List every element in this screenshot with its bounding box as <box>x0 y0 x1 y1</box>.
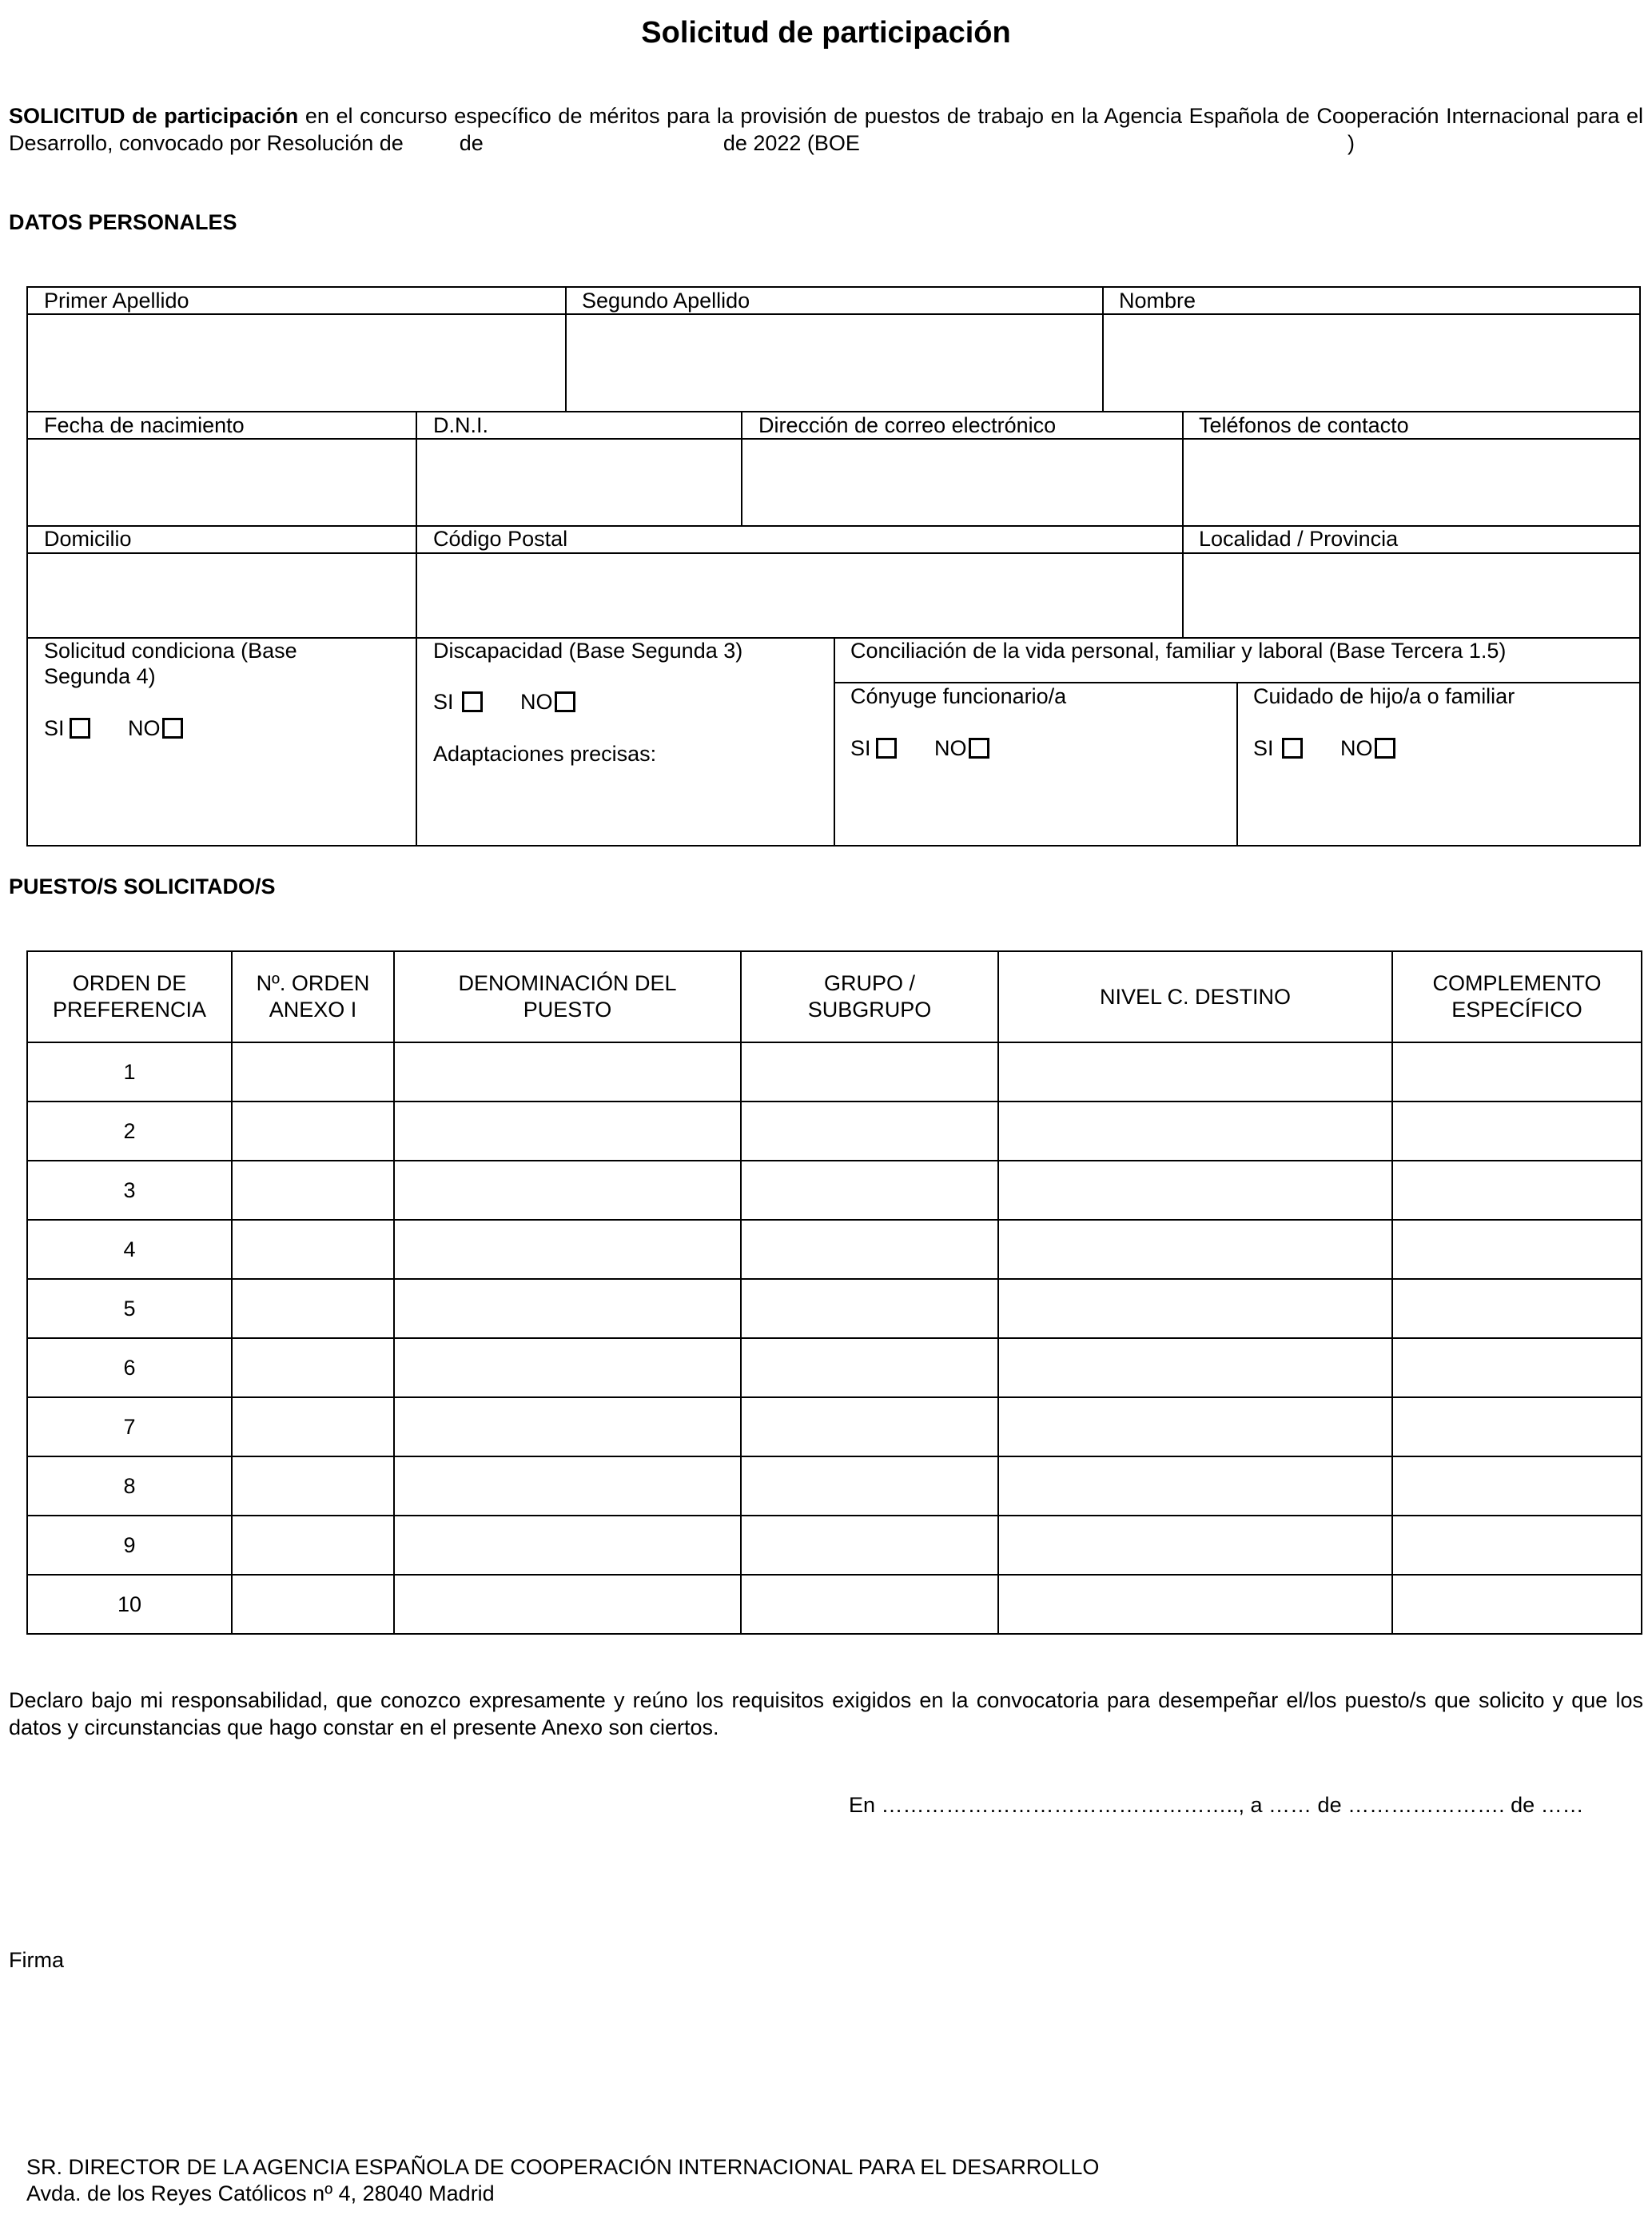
cell-input[interactable] <box>741 1161 998 1220</box>
cell-input[interactable] <box>394 1161 741 1220</box>
solicitud-condiciona-options <box>44 715 183 742</box>
cell-input[interactable] <box>741 1575 998 1634</box>
intro-text: en el concurso específico de méritos para la provisión de puestos de trabajo en la Agencia Española de Cooperación Internacional para el Desarrollo, convocado por Resolución de <box>9 104 1643 155</box>
dni-field[interactable] <box>417 440 741 525</box>
cell-input[interactable] <box>232 1516 394 1575</box>
row-number: 3 <box>27 1161 232 1220</box>
cell-input[interactable] <box>998 1161 1392 1220</box>
conyuge-options <box>850 735 989 762</box>
label-solicitud-condiciona: Solicitud condiciona (Base <box>44 639 297 663</box>
place-date-line[interactable]: En ………………………………………….., a …… de …………………. de …… <box>849 1793 1584 1817</box>
cell-input[interactable] <box>1392 1220 1642 1279</box>
cell-input[interactable] <box>232 1397 394 1456</box>
cell-input[interactable] <box>394 1102 741 1161</box>
table-row <box>27 1220 1642 1279</box>
cell-input[interactable] <box>1392 1338 1642 1397</box>
cell-input[interactable] <box>1392 1456 1642 1516</box>
cell-input[interactable] <box>394 1338 741 1397</box>
cell-input[interactable] <box>741 1279 998 1338</box>
localidad-field[interactable] <box>1184 554 1639 637</box>
intro-year: de 2022 (BOE <box>723 131 860 155</box>
label-telefonos: Teléfonos de contacto <box>1199 413 1409 437</box>
cell-input[interactable] <box>394 1042 741 1102</box>
discapacidad-options <box>433 689 575 715</box>
row-number: 4 <box>27 1220 232 1279</box>
label-correo: Dirección de correo electrónico <box>758 413 1057 437</box>
intro-paragraph <box>9 102 1643 157</box>
page-title: Solicitud de participación <box>641 16 1011 50</box>
nombre-field[interactable] <box>1104 315 1639 411</box>
no-label: NO <box>520 690 553 714</box>
solicitud-si-checkbox[interactable] <box>70 718 90 739</box>
table-row <box>27 1102 1642 1161</box>
discapacidad-no-checkbox[interactable] <box>555 691 575 712</box>
label-fecha-nacimiento: Fecha de nacimiento <box>44 413 245 437</box>
personal-data-heading: DATOS PERSONALES <box>9 210 237 234</box>
cell-input[interactable] <box>998 1397 1392 1456</box>
table-row <box>27 1279 1642 1338</box>
row-number: 7 <box>27 1397 232 1456</box>
intro-close: ) <box>1347 131 1355 155</box>
label-nombre: Nombre <box>1119 289 1196 313</box>
cell-input[interactable] <box>232 1279 394 1338</box>
signature-area[interactable] <box>9 1982 728 2110</box>
intro-bold-lead: SOLICITUD de participación <box>9 104 299 128</box>
row-number: 2 <box>27 1102 232 1161</box>
label-conciliacion: Conciliación de la vida personal, familiar y laboral (Base Tercera 1.5) <box>850 639 1507 663</box>
cell-input[interactable] <box>394 1279 741 1338</box>
label-primer-apellido: Primer Apellido <box>44 289 189 313</box>
si-label: SI <box>1253 736 1274 760</box>
firma-label: Firma <box>9 1948 64 1972</box>
label-dni: D.N.I. <box>433 413 489 437</box>
col-grupo: GRUPO / SUBGRUPO <box>741 951 998 1042</box>
cell-input[interactable] <box>232 1338 394 1397</box>
label-localidad: Localidad / Provincia <box>1199 527 1399 551</box>
label-discapacidad: Discapacidad (Base Segunda 3) <box>433 639 743 663</box>
puestos-table <box>26 950 1642 1635</box>
cell-input[interactable] <box>998 1516 1392 1575</box>
table-row <box>27 1042 1642 1102</box>
row-number: 1 <box>27 1042 232 1102</box>
col-orden-preferencia: ORDEN DE PREFERENCIA <box>27 951 232 1042</box>
row-number: 8 <box>27 1456 232 1516</box>
col-complemento: COMPLEMENTO ESPECÍFICO <box>1392 951 1642 1042</box>
cell-input[interactable] <box>1392 1397 1642 1456</box>
cell-input[interactable] <box>1392 1102 1642 1161</box>
no-label: NO <box>128 716 161 740</box>
label-segundo-apellido: Segundo Apellido <box>582 289 750 313</box>
cell-input[interactable] <box>741 1397 998 1456</box>
cell-input[interactable] <box>232 1220 394 1279</box>
table-header-row <box>27 951 1642 1042</box>
si-label: SI <box>433 690 454 714</box>
segundo-apellido-field[interactable] <box>567 315 1102 411</box>
cell-input[interactable] <box>741 1516 998 1575</box>
cuidado-no-checkbox[interactable] <box>1375 738 1395 759</box>
cell-input[interactable] <box>998 1575 1392 1634</box>
cell-input[interactable] <box>998 1102 1392 1161</box>
solicitud-no-checkbox[interactable] <box>162 718 183 739</box>
cell-input[interactable] <box>998 1456 1392 1516</box>
cell-input[interactable] <box>232 1575 394 1634</box>
cell-input[interactable] <box>1392 1516 1642 1575</box>
cell-input[interactable] <box>232 1102 394 1161</box>
cell-input[interactable] <box>1392 1279 1642 1338</box>
label-domicilio: Domicilio <box>44 527 132 551</box>
cell-input[interactable] <box>394 1456 741 1516</box>
cell-input[interactable] <box>394 1575 741 1634</box>
row-number: 6 <box>27 1338 232 1397</box>
cell-input[interactable] <box>741 1338 998 1397</box>
table-row <box>27 1516 1642 1575</box>
cell-input[interactable] <box>1392 1042 1642 1102</box>
domicilio-field[interactable] <box>28 554 416 637</box>
cell-input[interactable] <box>394 1516 741 1575</box>
cell-input[interactable] <box>741 1456 998 1516</box>
cell-input[interactable] <box>1392 1575 1642 1634</box>
table-row <box>27 1161 1642 1220</box>
label-codigo-postal: Código Postal <box>433 527 568 551</box>
cell-input[interactable] <box>998 1220 1392 1279</box>
col-nivel: NIVEL C. DESTINO <box>998 951 1392 1042</box>
cell-input[interactable] <box>394 1397 741 1456</box>
conyuge-si-checkbox[interactable] <box>876 738 897 759</box>
table-row <box>27 1397 1642 1456</box>
table-row <box>27 1338 1642 1397</box>
cell-input[interactable] <box>232 1042 394 1102</box>
label-cuidado: Cuidado de hijo/a o familiar <box>1253 684 1515 708</box>
puestos-heading: PUESTO/S SOLICITADO/S <box>9 874 276 898</box>
col-denominacion: DENOMINACIÓN DEL PUESTO <box>394 951 741 1042</box>
col-numero-orden: Nº. ORDEN ANEXO I <box>232 951 394 1042</box>
label-conyuge: Cónyuge funcionario/a <box>850 684 1067 708</box>
table-row <box>27 1456 1642 1516</box>
cell-input[interactable] <box>1392 1161 1642 1220</box>
row-number: 10 <box>27 1575 232 1634</box>
no-label: NO <box>1340 736 1373 760</box>
discapacidad-si-checkbox[interactable] <box>462 691 483 712</box>
table-row <box>27 1575 1642 1634</box>
declaration-text: Declaro bajo mi responsabilidad, que conozco expresamente y reúno los requisitos exigidos en la convocatoria para desempeñar el/los puesto/s que solicito y que los datos y circunstancias que hago constar en el presente Anexo son ciertos. <box>9 1688 1643 1739</box>
codigo-postal-field[interactable] <box>417 554 1182 637</box>
fecha-nacimiento-field[interactable] <box>28 440 416 525</box>
si-label: SI <box>44 716 65 740</box>
cell-input[interactable] <box>232 1456 394 1516</box>
cell-input[interactable] <box>741 1102 998 1161</box>
label-adaptaciones: Adaptaciones precisas: <box>433 742 657 766</box>
intro-de: de <box>459 131 484 155</box>
cuidado-si-checkbox[interactable] <box>1282 738 1303 759</box>
recipient-address <box>26 2154 1099 2207</box>
telefonos-field[interactable] <box>1184 440 1639 525</box>
cell-input[interactable] <box>998 1042 1392 1102</box>
row-number: 9 <box>27 1516 232 1575</box>
row-number: 5 <box>27 1279 232 1338</box>
cell-input[interactable] <box>998 1338 1392 1397</box>
conyuge-no-checkbox[interactable] <box>969 738 989 759</box>
address-line-1: SR. DIRECTOR DE LA AGENCIA ESPAÑOLA DE COOPERACIÓN INTERNACIONAL PARA EL DESARROLLO <box>26 2155 1100 2179</box>
cell-input[interactable] <box>394 1220 741 1279</box>
label-solicitud-condiciona-2: Segunda 4) <box>44 664 156 688</box>
si-label: SI <box>850 736 871 760</box>
cell-input[interactable] <box>741 1042 998 1102</box>
email-field[interactable] <box>742 440 1182 525</box>
cell-input[interactable] <box>998 1279 1392 1338</box>
cell-input[interactable] <box>232 1161 394 1220</box>
no-label: NO <box>934 736 967 760</box>
cell-input[interactable] <box>741 1220 998 1279</box>
cuidado-options <box>1253 735 1395 762</box>
primer-apellido-field[interactable] <box>28 315 565 411</box>
address-line-2: Avda. de los Reyes Católicos nº 4, 28040 Madrid <box>26 2181 495 2205</box>
